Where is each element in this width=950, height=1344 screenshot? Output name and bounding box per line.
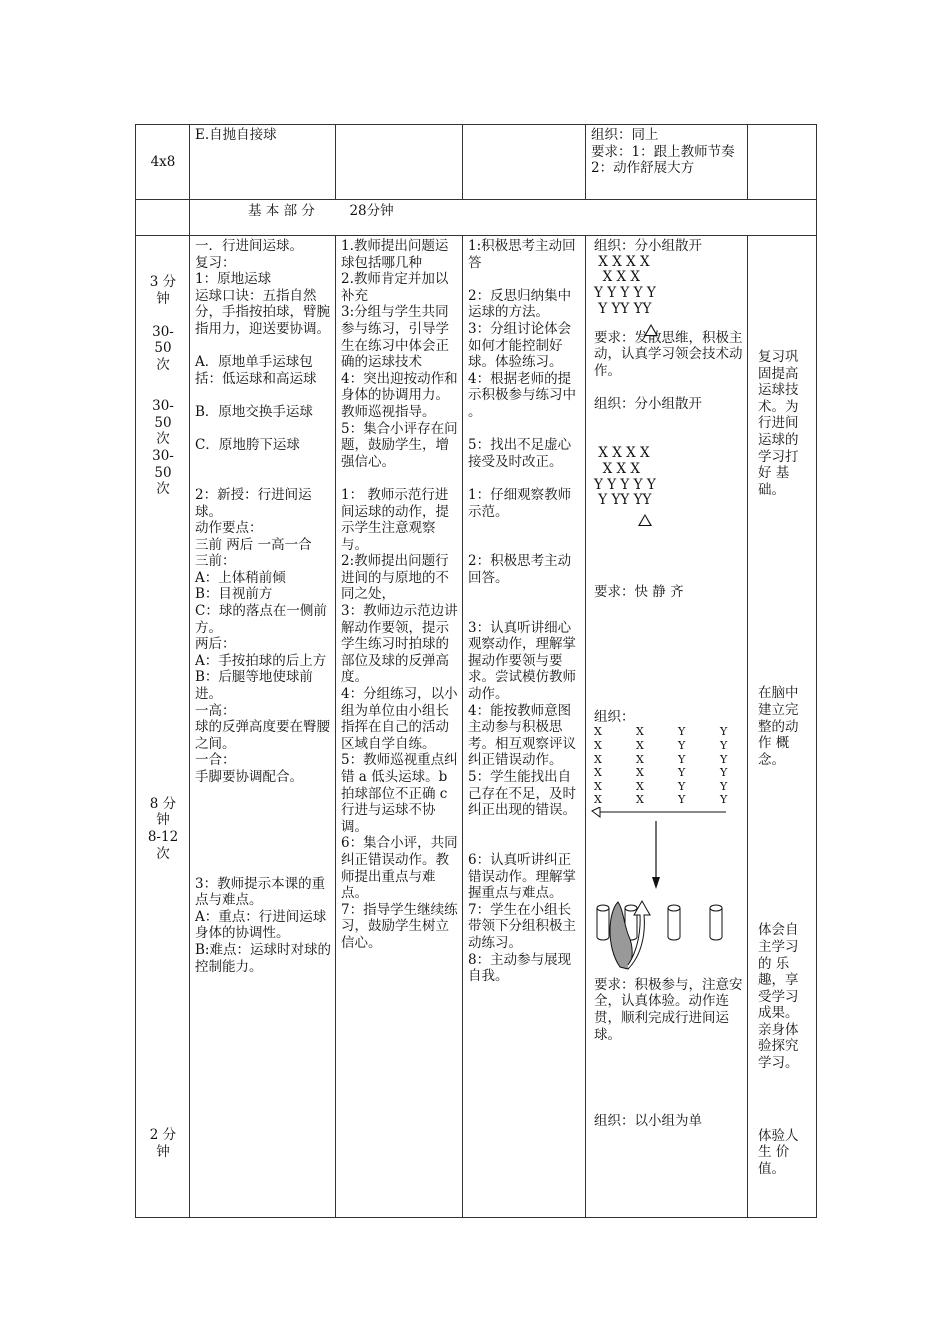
student-text: 3：分组讨论体会如何才能控制好球。体验练习。	[468, 320, 572, 371]
student-text: 8：主动参与展现自我。	[468, 951, 572, 985]
section-duration: 28分钟	[349, 203, 394, 219]
content-text: A．原地单手运球包括：低运球和高运球	[195, 354, 317, 387]
teacher-text: 5：教师巡视重点纠错 a 低头运球。b 拍球部位不正确 c 行进与运球不协调。	[341, 752, 458, 835]
student-text: 1:积极思考主动回答	[468, 238, 576, 271]
student-text: 7：学生在小组长带领下分组积极主动练习。	[468, 901, 576, 951]
formation-y: Y	[678, 752, 686, 766]
content-cell	[190, 236, 336, 1218]
formation-row: X X X X	[594, 253, 650, 270]
content-text: E.自抛自接球	[195, 127, 277, 143]
formation-x: X	[636, 752, 644, 766]
teacher-text: 4：分组练习，以小组为单位由小组长指挥在自己的活动区域自学自练。	[341, 686, 458, 752]
org-text: 要求：发散思维，积极主动，认真学习领会技术动作。	[594, 329, 743, 379]
time-text: 8 分	[149, 795, 177, 812]
content-text: 一合：	[195, 752, 236, 769]
time-text: 30-	[152, 398, 174, 415]
content-text: 复习：	[195, 254, 236, 271]
section-empty-cell	[136, 200, 190, 236]
teacher-cell	[336, 125, 463, 200]
formation-row: Y YY YY	[594, 300, 652, 317]
content-text: B：目视前方	[195, 586, 273, 603]
down-arrow-icon	[652, 877, 660, 889]
purpose-text: 在脑中建立完整的动作 概念。	[758, 685, 799, 768]
time-cell	[136, 236, 190, 1218]
formation-y: Y	[720, 738, 728, 752]
teacher-text: 4：突出迎按动作和身体的协调用力。教师巡视指导。	[341, 370, 458, 420]
formation-x: X	[636, 779, 644, 793]
content-text: 三前 两后 一高一合	[195, 536, 312, 553]
time-text: 8-12	[147, 828, 179, 845]
formation-x: X	[636, 793, 644, 807]
organization-cell	[586, 125, 748, 200]
content-text: 1：原地运球	[195, 271, 272, 288]
formation-row: X X X X	[594, 444, 650, 461]
formation-y: Y	[720, 766, 728, 780]
student-text: 2：反思归纳集中运球的方法。	[468, 287, 572, 321]
content-text: 一高：	[195, 702, 236, 719]
time-text: 钟	[156, 1143, 170, 1160]
teacher-text: 1.教师提出问题运球包括哪几种	[341, 238, 449, 271]
org-text: 组织：	[594, 708, 635, 725]
time-text: 钟	[156, 812, 170, 829]
formation-x: X	[636, 766, 644, 780]
teacher-text: 2.教师肯定并加以补充	[341, 271, 449, 304]
time-text: 30-	[152, 323, 174, 340]
content-text: 两后：	[195, 636, 236, 653]
formation-x: X	[636, 738, 644, 752]
time-text: 3 分	[149, 274, 177, 290]
formation-y: Y	[720, 793, 728, 807]
content-text: 2：新授：行进间运球。	[195, 486, 312, 520]
time-text: 50	[154, 464, 172, 481]
formation-row: Y Y Y Y Y	[594, 476, 656, 493]
time-text: 次	[156, 481, 170, 498]
org-text: 组织：分小组散开	[594, 396, 702, 413]
time-text: 50	[154, 414, 172, 431]
formation-x: X	[594, 738, 602, 752]
formation-x: X	[594, 793, 602, 807]
formation-row: Y Y Y Y Y	[594, 285, 656, 302]
content-text: 三前：	[195, 553, 236, 570]
organization-cell	[586, 236, 748, 1218]
time-text: 次	[156, 431, 170, 448]
purpose-text: 体会自主学习的 乐趣，享受学习成果。亲身体验探究学习。	[758, 922, 799, 1072]
formation-row: Y YY YY	[594, 492, 652, 509]
table-row-section	[136, 200, 817, 236]
formation-y: Y	[720, 779, 728, 793]
content-text: 3：教师提示本课的重点与难点。	[195, 875, 326, 909]
time-text: 钟	[156, 290, 170, 307]
section-title: 基 本 部 分	[248, 203, 315, 219]
start-triangle-icon	[592, 807, 600, 817]
formation-y: Y	[678, 766, 686, 780]
content-text: 运球口诀：五指自然分，手指按拍球，臂腕指用力，迎送要协调。	[195, 287, 330, 337]
student-text: 4：能按教师意图主动参与积极思考。相互观察评议纠正错误动作。	[468, 702, 576, 769]
teacher-triangle-icon	[638, 514, 652, 526]
time-text: 30-	[152, 447, 174, 464]
time-text: 2 分	[149, 1127, 177, 1144]
time-cell	[136, 125, 190, 200]
content-text: 球的反弹高度要在臀腰之间。	[195, 719, 330, 752]
formation-x: X	[594, 725, 602, 739]
teacher-cell	[336, 236, 463, 1218]
content-text: C：球的落点在一侧前方。	[195, 603, 327, 636]
student-cell	[463, 125, 586, 200]
purpose-text: 体验人生 价值。	[758, 1127, 799, 1177]
time-text: 50	[154, 340, 172, 357]
purpose-cell	[748, 236, 817, 1218]
formation-y: Y	[720, 725, 728, 739]
content-text: 动作要点：	[195, 520, 263, 537]
content-text: 手脚要协调配合。	[195, 769, 303, 785]
student-text: 5：找出不足虚心接受及时改正。	[468, 437, 572, 470]
teacher-text: 2:教师提出问题行进间的与原地的不同之处，	[341, 553, 449, 603]
teacher-text: 7：指导学生继续练习，鼓励学生树立信心。	[341, 901, 458, 951]
content-text: B:难点：运球时对球的控制能力。	[195, 941, 331, 975]
purpose-text: 复习巩固提高运球技术。为行进间运球的学习打好 基础。	[758, 349, 799, 498]
org-text: 要求：快 静 齐	[594, 584, 684, 601]
content-text: A：重点：行进间运球身体的协调性。	[195, 908, 327, 942]
content-text: C．原地胯下运球	[195, 437, 300, 454]
content-text: A：上体稍前倾	[195, 569, 286, 586]
teacher-text: 1： 教师示范行进间运球的动作，提示学生注意观察与。	[341, 486, 449, 553]
purpose-cell	[748, 125, 817, 200]
formation-x: X	[594, 779, 602, 793]
column-formation	[594, 725, 743, 807]
time-text: 次	[156, 845, 170, 862]
formation-x: X	[636, 725, 644, 739]
content-text: B：后腿等地使球前进。	[195, 669, 313, 703]
formation-x: X	[594, 766, 602, 780]
student-cell	[463, 236, 586, 1218]
teacher-triangle-icon	[644, 324, 658, 336]
student-text: 5：学生能找出自己存在不足，及时纠正出现的错误。	[468, 769, 576, 819]
student-text: 1：仔细观察教师示范。	[468, 486, 572, 520]
content-text: A：手按拍球的后上方	[195, 652, 327, 669]
formation-y: Y	[678, 793, 686, 807]
student-text: 4：根据老师的提示积极参与练习中 。	[468, 370, 581, 420]
formation-y: Y	[678, 738, 686, 752]
formation-row: X X X	[594, 269, 640, 286]
formation-y: Y	[678, 779, 686, 793]
lesson-plan-table	[135, 124, 817, 1218]
formation-x: X	[594, 752, 602, 766]
curved-arrow-shadow	[610, 902, 632, 969]
table-row-main	[136, 236, 817, 1218]
content-text: 一．行进间运球。	[195, 238, 303, 254]
section-header	[190, 200, 817, 236]
org-text: 组织：同上	[591, 127, 659, 143]
dribble-route-diagram	[586, 807, 736, 977]
org-text: 2：动作舒展大方	[591, 160, 695, 177]
teacher-text: 5：集合小评存在问题，鼓励学生，增强信心。	[341, 420, 458, 470]
content-cell	[190, 125, 336, 200]
time-value: 4x8	[150, 153, 176, 170]
formation-row: X X X	[594, 460, 640, 477]
student-text: 6：认真听讲纠正错误动作。理解掌握重点与难点。	[468, 851, 576, 902]
table-row-warmup	[136, 125, 817, 200]
formation-y: Y	[678, 725, 686, 739]
org-text: 要求：积极参与，注意安全，认真体验。动作连贯，顺利完成行进间运球。	[594, 976, 743, 1043]
student-text: 2：积极思考主动回答。	[468, 553, 572, 586]
time-text: 次	[156, 356, 170, 373]
org-text: 组织：以小组为单	[594, 1113, 702, 1130]
org-text: 组织：分小组散开	[594, 238, 702, 254]
org-text: 要求：1：跟上教师节奏	[591, 143, 735, 160]
content-text: B．原地交换手运球	[195, 403, 313, 420]
formation-y: Y	[720, 752, 728, 766]
teacher-text: 3：教师边示范边讲解动作要领，提示学生练习时拍球的部位及球的反弹高度。	[341, 603, 458, 686]
teacher-text: 3:分组与学生共同参与练习，引导学生在练习中体会正确的运球技术	[341, 304, 449, 371]
student-text: 3：认真听讲细心观察动作，理解掌握动作要领与要求。尝试模仿教师动作。	[468, 619, 576, 703]
teacher-text: 6：集合小评，共同纠正错误动作。教师提出重点与难点。	[341, 835, 458, 902]
